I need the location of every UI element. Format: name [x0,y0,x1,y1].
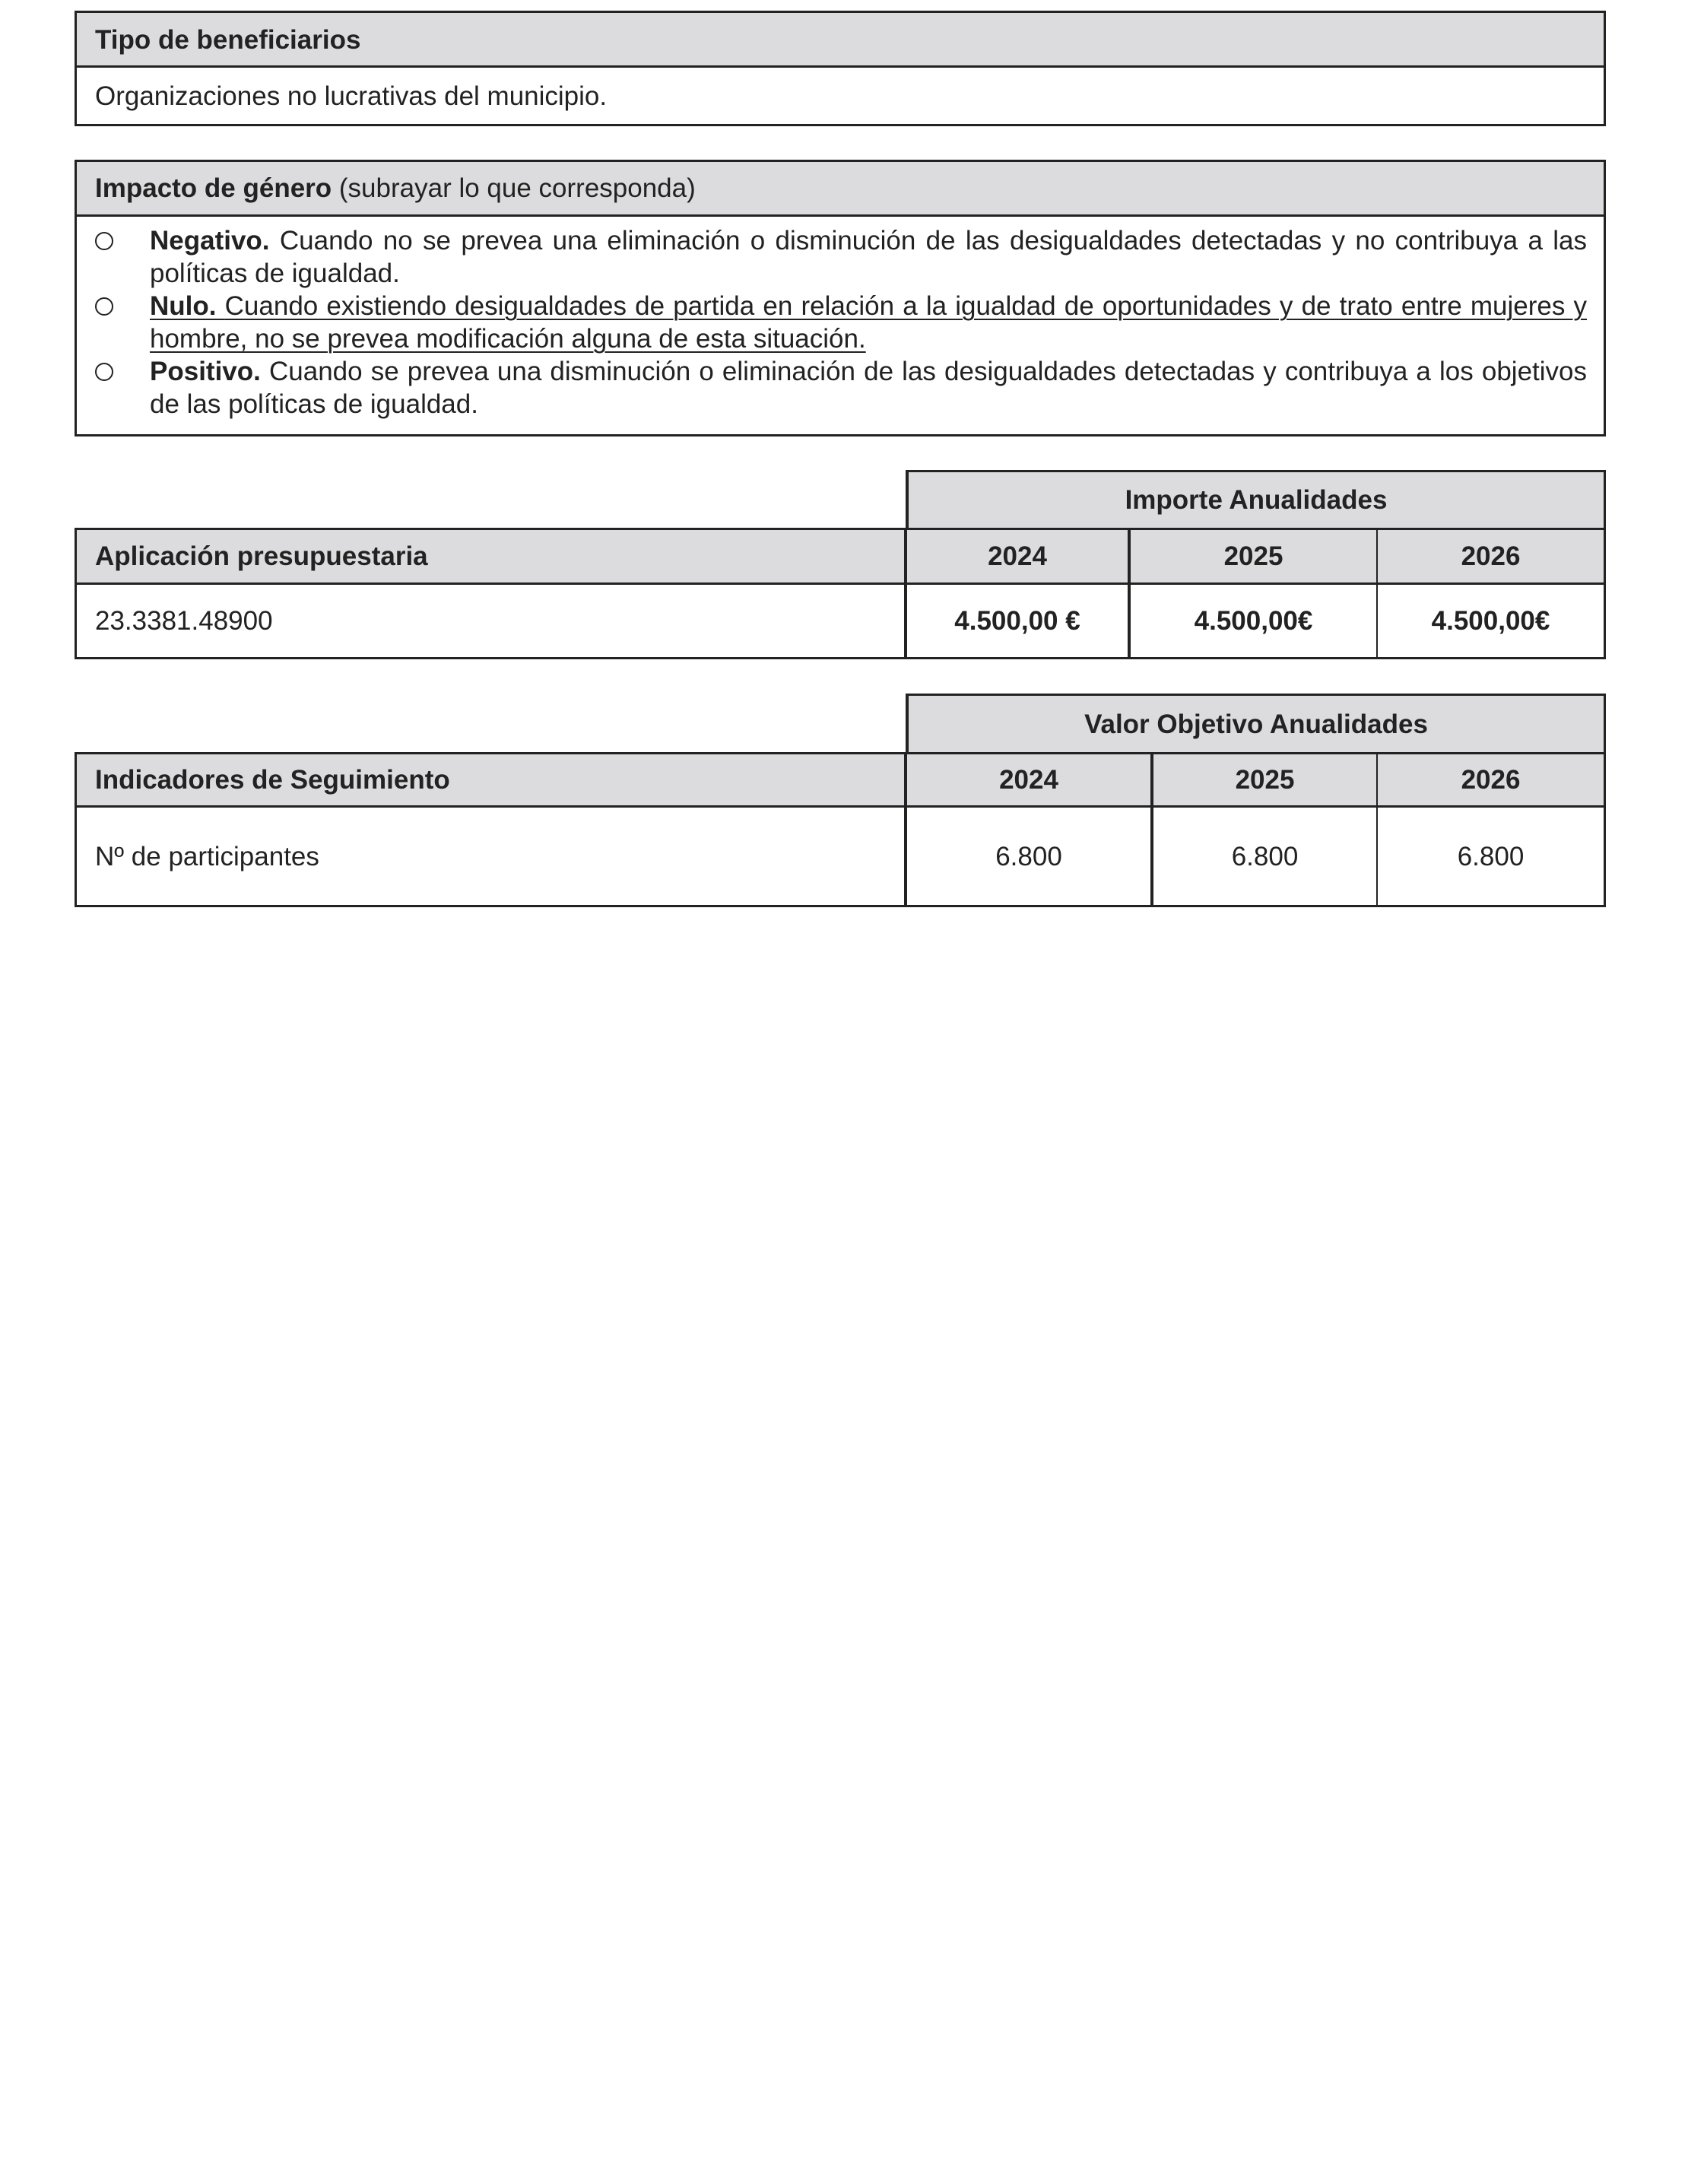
importe-2024-cell [907,585,1131,657]
importe-year-2026 [1378,530,1604,583]
indicadores-year-2026 [1378,754,1604,805]
beneficiarios-header [77,13,1604,68]
year-label: 2024 [999,765,1058,795]
indicadores-year-2025 [1153,754,1378,805]
impacto-option-positivo[interactable] [77,355,1587,421]
beneficiarios-body [77,68,1604,124]
impacto-options [77,217,1604,434]
year-label: 2026 [1461,541,1521,571]
indicador-2026-cell [1378,808,1604,905]
importe-2025-cell [1131,585,1378,657]
amount-value: 4.500,00€ [1194,606,1313,636]
impacto-box [75,160,1606,436]
impacto-heading [95,175,696,202]
indicador-value: 6.800 [1231,841,1299,871]
option-text: Cuando existiendo desigualdades de partida en relación a la igualdad de oportunidades y de trato entre mujeres y hombre, no se prevea modificación alguna de esta situación. [150,291,1587,354]
indicadores-header-row [75,752,1606,808]
indicadores-table [75,694,1606,907]
circle-outline-icon[interactable] [95,363,113,381]
indicador-label: Nº de participantes [95,841,319,871]
indicadores-row-header [77,754,907,805]
indicador-2024-cell [907,808,1153,905]
importe-group-header-label: Importe Anualidades [1125,485,1388,515]
circle-outline-icon[interactable] [95,297,113,316]
impacto-title: Impacto de género [95,173,332,203]
importe-header-row [75,528,1606,585]
importe-table [75,470,1606,659]
year-label: 2025 [1235,765,1295,795]
importe-group-header [906,470,1606,530]
table-row [75,583,1606,659]
indicadores-group-header [906,694,1606,754]
option-text: Cuando se prevea una disminución o eliminación de las desigualdades detectadas y contribuya a los objetivos de las políticas de igualdad. [150,357,1587,419]
importe-year-2024 [907,530,1131,583]
option-label: Negativo. [150,226,270,256]
indicador-label-cell [77,808,907,905]
amount-value: 4.500,00 € [954,606,1080,636]
option-label: Nulo. [150,291,217,321]
importe-2026-cell [1378,585,1604,657]
indicador-2025-cell [1153,808,1378,905]
importe-aplicacion-cell [77,585,907,657]
indicador-value: 6.800 [995,841,1062,871]
aplicacion-value: 23.3381.48900 [95,606,273,636]
importe-row-header [77,530,907,583]
impacto-subtitle: (subrayar lo que corresponda) [338,173,696,203]
year-label: 2026 [1461,765,1521,795]
year-label: 2024 [988,541,1047,571]
importe-row-header-label: Aplicación presupuestaria [95,541,428,571]
beneficiarios-box [75,11,1606,126]
year-label: 2025 [1223,541,1283,571]
indicador-value: 6.800 [1457,841,1525,871]
indicadores-year-2024 [907,754,1153,805]
beneficiarios-value: Organizaciones no lucrativas del municipio. [95,81,608,111]
indicadores-row-header-label: Indicadores de Seguimiento [95,765,450,795]
impacto-option-nulo[interactable] [77,290,1587,355]
beneficiarios-title: Tipo de beneficiarios [95,25,361,55]
importe-year-2025 [1131,530,1378,583]
option-text: Cuando no se prevea una eliminación o disminución de las desigualdades detectadas y no contribuya a las políticas de igualdad. [150,226,1587,288]
circle-outline-icon[interactable] [95,232,113,250]
amount-value: 4.500,00€ [1431,606,1550,636]
impacto-option-negativo[interactable] [77,224,1587,290]
impacto-header [77,162,1604,217]
indicadores-group-header-label: Valor Objetivo Anualidades [1084,709,1428,739]
table-row [75,805,1606,907]
option-label: Positivo. [150,357,261,386]
